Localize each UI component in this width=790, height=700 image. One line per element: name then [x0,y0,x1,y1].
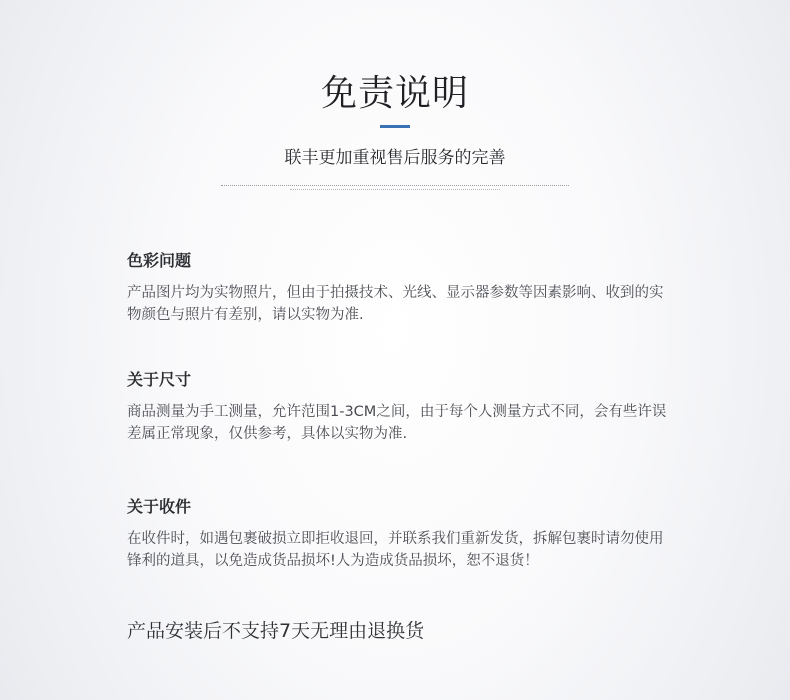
section-heading: 关于收件 [127,497,192,516]
section-body: 在收件时，如遇包裹破损立即拒收退回，并联系我们重新发货，拆解包裹时请勿使用锋利的道具，以免造成货品损坏!人为造成货品损坏，恕不退货！ [127,531,664,569]
section-size [127,369,672,445]
section-heading: 关于尺寸 [127,370,192,389]
title-accent-bar [380,125,410,128]
decorative-divider [221,185,569,193]
section-body: 产品图片均为实物照片，但由于拍摄技术、光线、显示器参数等因素影响、收到的实物颜色与照片有差别，请以实物为准. [127,285,664,323]
section-receiving [127,496,672,572]
divider-line-short [290,189,500,190]
divider-line-long [221,185,569,186]
section-heading: 色彩问题 [127,251,192,270]
page-subtitle: 联丰更加重视售后服务的完善 [284,148,506,168]
section-color-issue [127,250,672,326]
page-title: 免责说明 [320,73,469,114]
section-body: 商品测量为手工测量，允许范围1-3CM之间，由于每个人测量方式不同，会有些许误差属正常现象，仅供参考，具体以实物为准. [127,404,667,442]
return-policy-note: 产品安装后不支持7天无理由退换货 [127,620,425,642]
